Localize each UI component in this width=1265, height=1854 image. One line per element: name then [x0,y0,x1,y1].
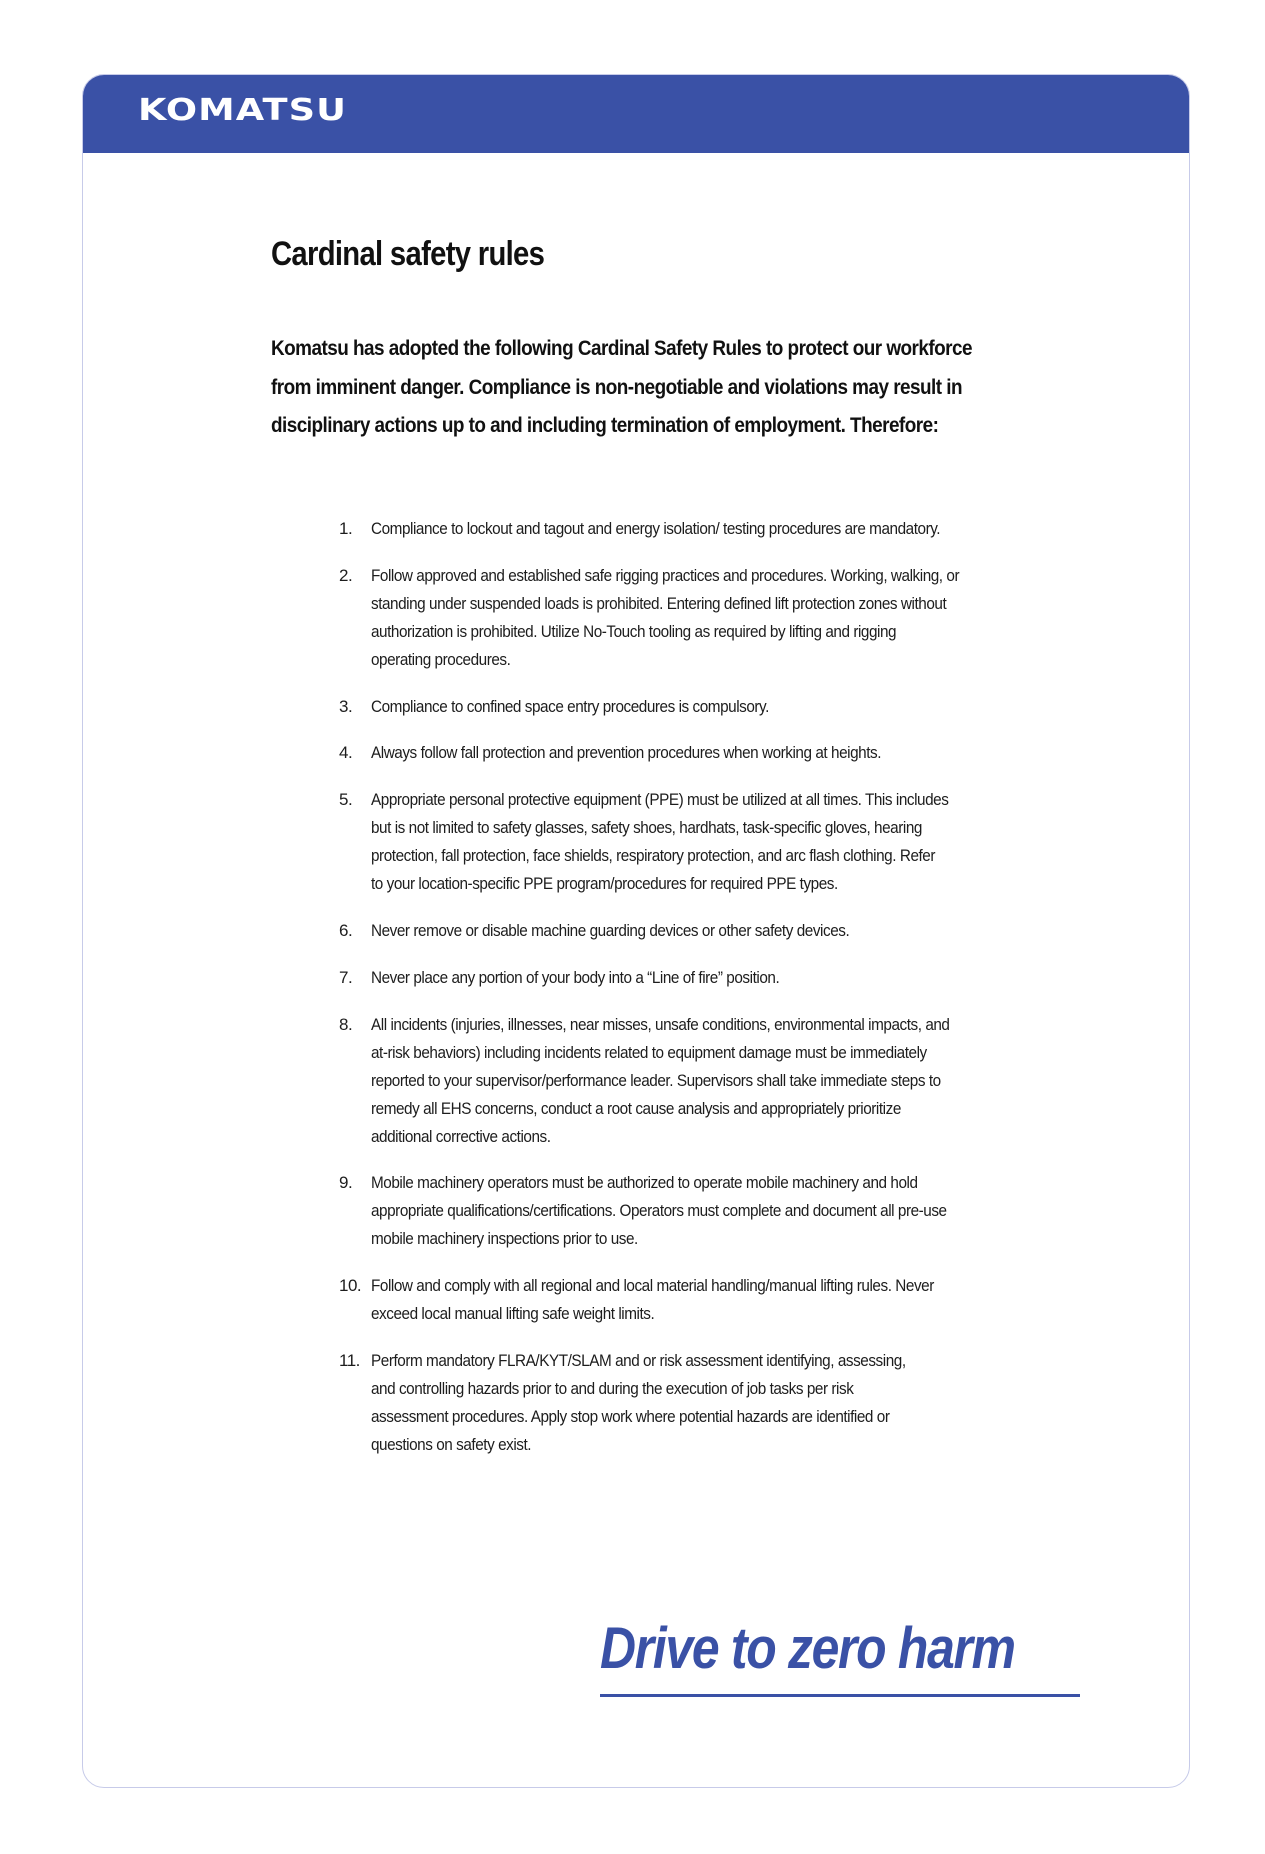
intro-line: from imminent danger. Compliance is non-negotiable and violations may result in [271,374,963,399]
rule-number: 9. [339,1173,353,1193]
rule-item [339,739,1139,767]
rule-item [339,562,1139,674]
rule-text-line: mobile machinery inspections prior to use. [371,1229,638,1249]
rule-item [339,1011,1139,1151]
rule-number: 7. [339,967,353,987]
rule-text-line: Compliance to confined space entry procedures is compulsory. [371,696,769,716]
rule-text-line: operating procedures. [371,649,511,669]
slogan-underline [600,1694,1080,1697]
rule-text-line: but is not limited to safety glasses, safety shoes, hardhats, task-specific gloves, hearing [371,818,922,838]
rule-text-line: Always follow fall protection and prevention procedures when working at heights. [371,743,882,763]
rule-text-line: authorization is prohibited. Utilize No-Touch tooling as required by lifting and rigging [371,621,897,641]
page-title: Cardinal safety rules [271,235,545,273]
rule-number: 1. [339,519,353,538]
header-banner [83,75,1189,153]
rule-number: 6. [339,920,353,940]
rule-text-line: Appropriate personal protective equipment (PPE) must be utilized at all times. This includes [371,790,949,810]
rule-text-line: appropriate qualifications/certifications. Operators must complete and document all pre-use [371,1201,947,1221]
rule-text-line: remedy all EHS concerns, conduct a root cause analysis and appropriately prioritize [371,1098,901,1118]
rule-text-line: additional corrective actions. [371,1126,551,1146]
rule-text-line: to your location-specific PPE program/procedures for required PPE types. [371,874,838,894]
rule-item [339,917,1139,945]
rule-text-line: questions on safety exist. [371,1434,532,1454]
rule-number: 8. [339,1014,353,1034]
rule-item [339,964,1139,992]
rule-item [339,1169,1139,1253]
rule-item [339,1347,1139,1459]
rule-text-line: reported to your supervisor/performance leader. Supervisors shall take immediate steps to [371,1070,941,1090]
rule-text-line: at-risk behaviors) including incidents related to equipment damage must be immediately [371,1042,927,1062]
rule-text-line: protection, fall protection, face shields, respiratory protection, and arc flash clothing. Refer [371,846,936,866]
rule-text-line: assessment procedures. Apply stop work where potential hazards are identified or [371,1406,890,1426]
rule-item [339,1272,1139,1328]
rule-text-line: Perform mandatory FLRA/KYT/SLAM and or risk assessment identifying, assessing, [371,1350,906,1370]
rule-number: 11. [339,1350,360,1370]
slogan: Drive to zero harm [600,1616,1015,1681]
rule-text-line: All incidents (injuries, illnesses, near misses, unsafe conditions, environmental impacts, and [371,1014,950,1034]
rule-text-line: Follow approved and established safe rigging practices and procedures. Working, walking, or [371,565,960,585]
rule-item [339,693,1139,721]
komatsu-logo: KOMATSU [138,92,348,128]
rule-number: 5. [339,790,353,810]
rules-list [339,515,1139,1478]
rule-text-line: Mobile machinery operators must be authorized to operate mobile machinery and hold [371,1173,918,1193]
intro-line: disciplinary actions up to and including termination of employment. Therefore: [271,413,939,437]
rule-text-line: standing under suspended loads is prohibited. Entering defined lift protection zones without [371,593,947,613]
rule-text-line: Never place any portion of your body into a “Line of fire” position. [371,967,780,987]
rule-number: 4. [339,743,353,763]
rule-text-line: Compliance to lockout and tagout and energy isolation/ testing procedures are mandatory. [371,519,941,538]
rule-number: 3. [339,696,353,716]
intro-line: Komatsu has adopted the following Cardinal Safety Rules to protect our workforce [271,336,973,360]
rule-number: 2. [339,565,353,585]
document-card [82,74,1190,1788]
intro-paragraph [271,329,1091,445]
rule-item [339,515,1139,543]
rule-item [339,786,1139,898]
rule-text-line: and controlling hazards prior to and during the execution of job tasks per risk [371,1378,854,1398]
rule-text-line: exceed local manual lifting safe weight limits. [371,1304,655,1324]
rule-text-line: Never remove or disable machine guarding devices or other safety devices. [371,920,850,940]
rule-text-line: Follow and comply with all regional and local material handling/manual lifting rules. Never [371,1276,934,1296]
rule-number: 10. [339,1276,362,1296]
